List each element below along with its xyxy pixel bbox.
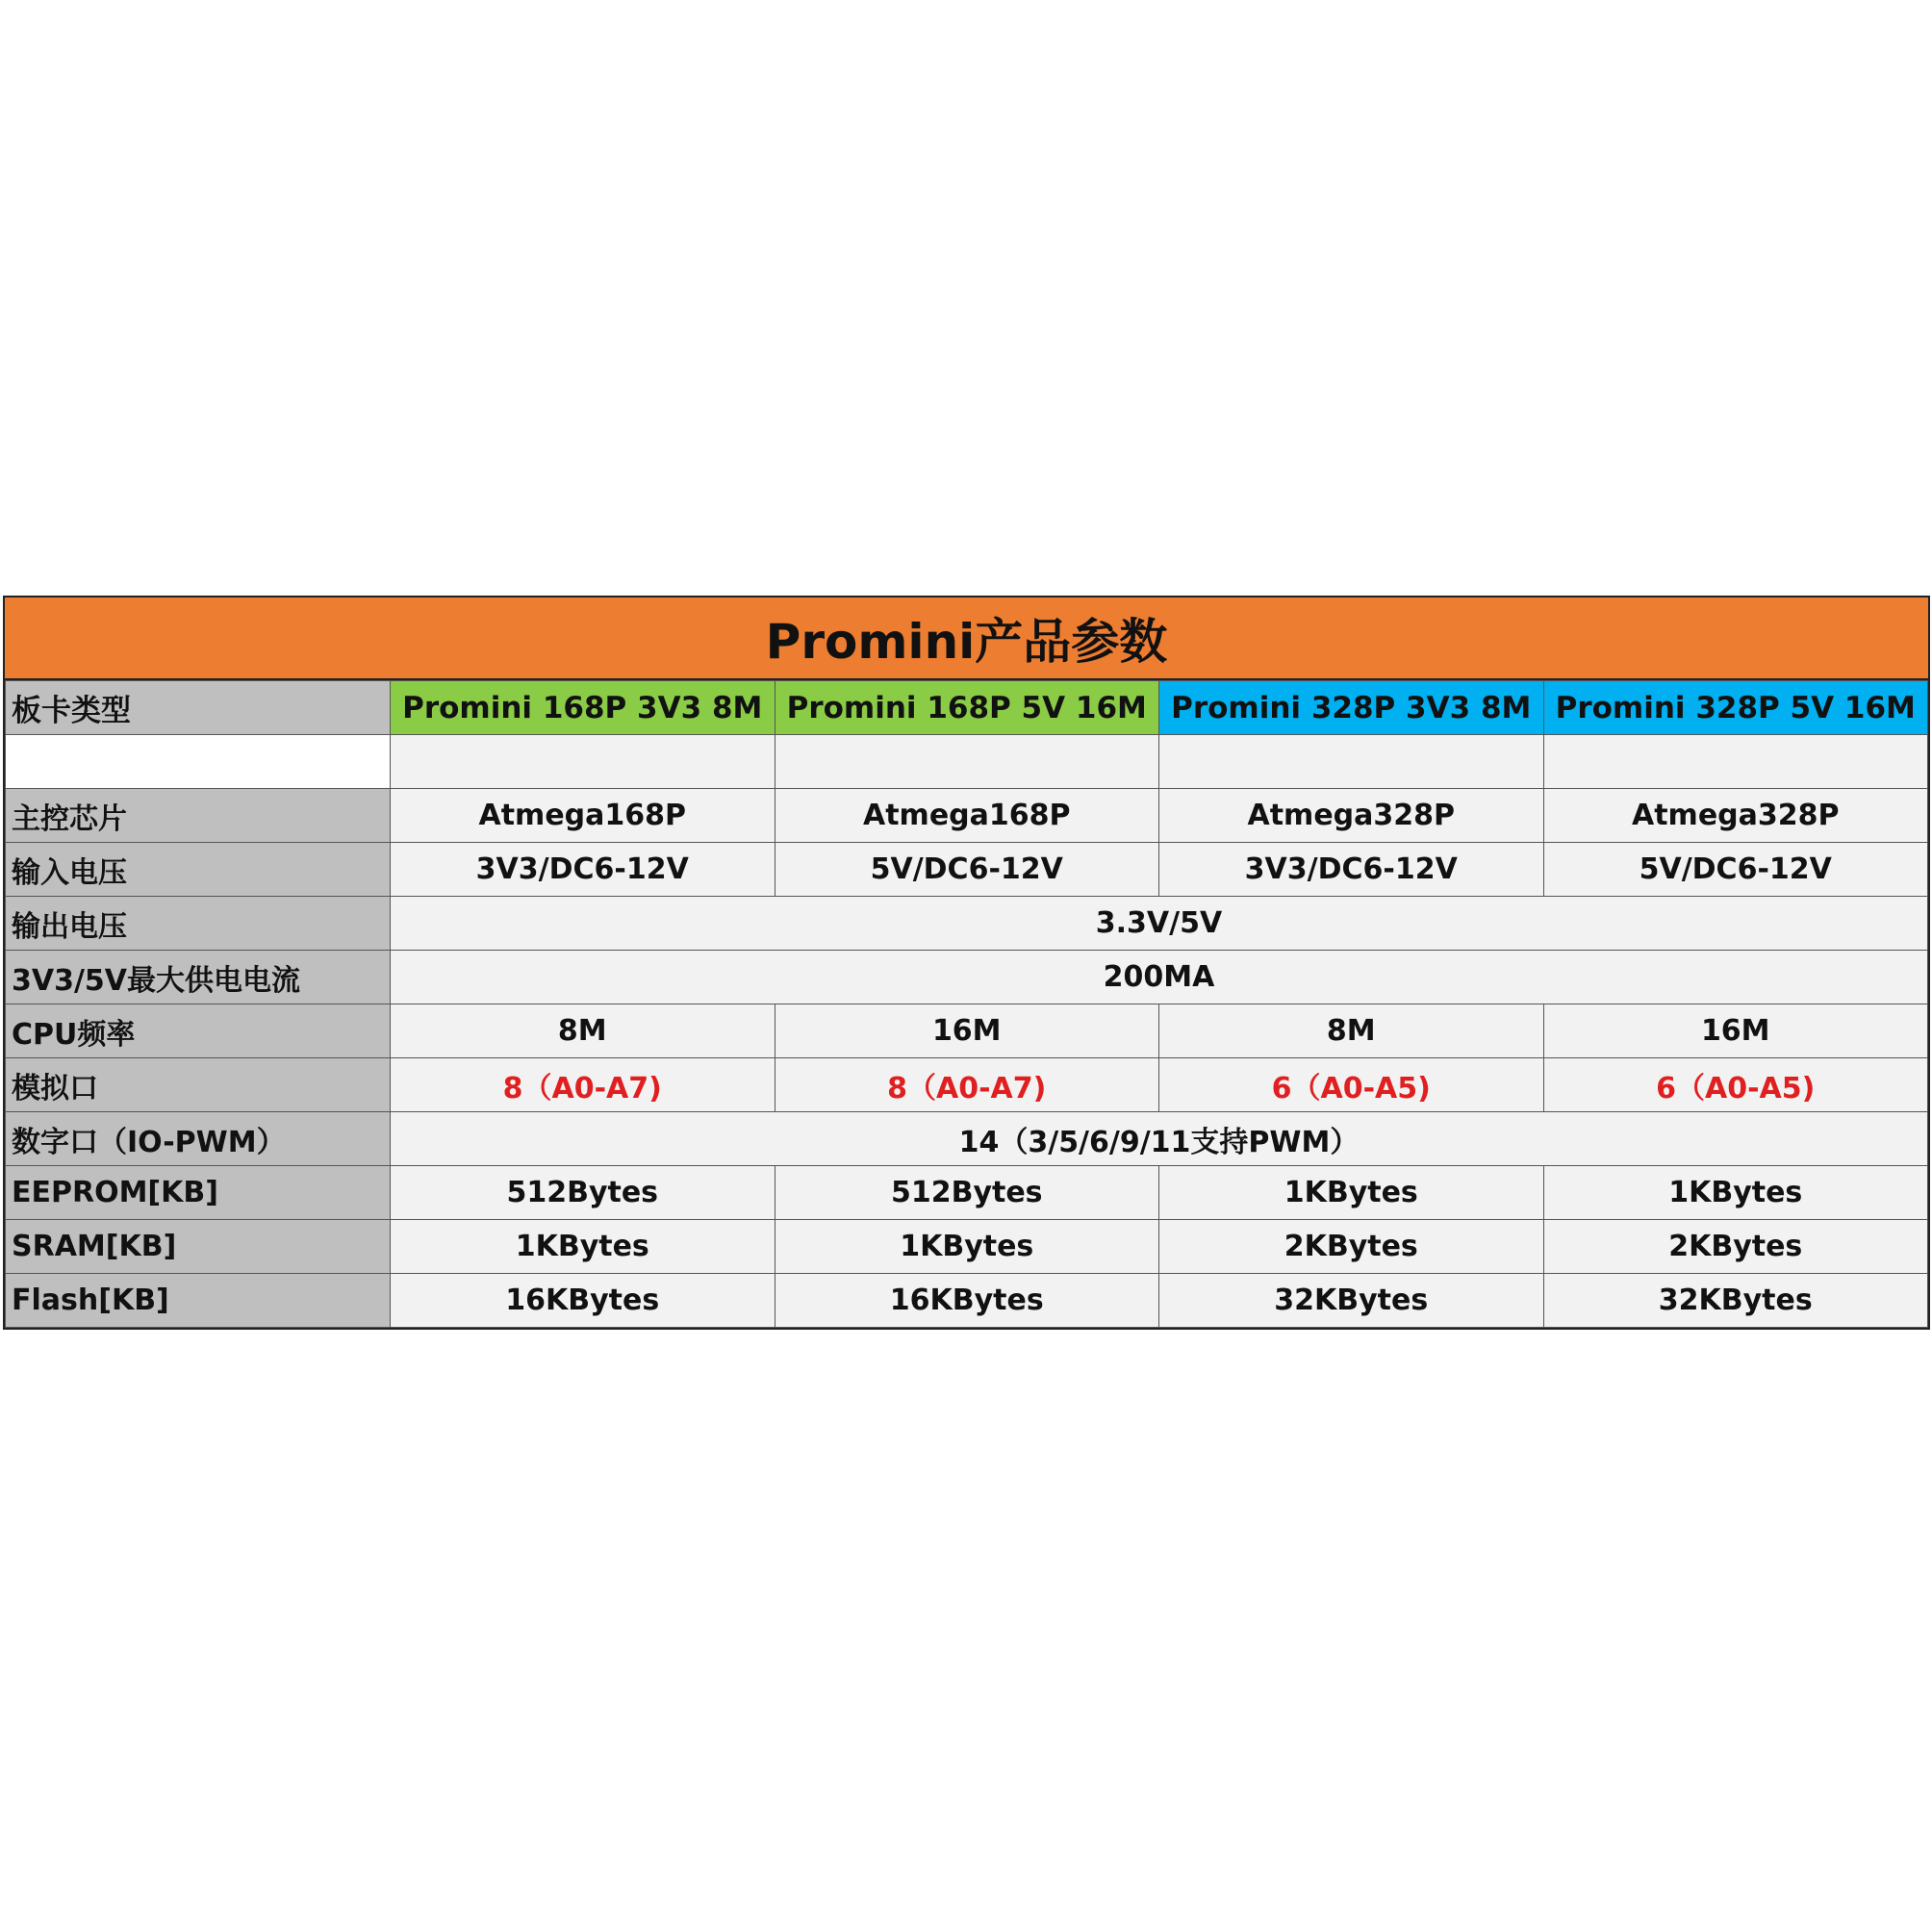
sram-cell: 2KBytes — [1543, 1220, 1928, 1274]
cpu-freq-cell: 16M — [775, 1004, 1159, 1058]
blank-cell — [391, 735, 775, 789]
blank-cell — [1543, 735, 1928, 789]
analog-cell: 8（A0-A7) — [775, 1058, 1159, 1112]
input-voltage-cell: 5V/DC6-12V — [775, 843, 1159, 897]
eeprom-cell: 1KBytes — [1543, 1166, 1928, 1220]
table-row-analog — [6, 1058, 1928, 1112]
blank-row — [6, 735, 1928, 789]
analog-cell: 6（A0-A5) — [1543, 1058, 1928, 1112]
table-row-eeprom — [6, 1166, 1928, 1220]
sram-cell: 1KBytes — [391, 1220, 775, 1274]
analog-cell: 8（A0-A7) — [391, 1058, 775, 1112]
digital-cell: 14（3/5/6/9/11支持PWM） — [391, 1112, 1928, 1166]
row-label: SRAM[KB] — [6, 1220, 391, 1274]
row-label: 输出电压 — [6, 897, 391, 951]
chip-cell: Atmega168P — [391, 789, 775, 843]
flash-cell: 32KBytes — [1159, 1274, 1544, 1328]
cpu-freq-cell: 8M — [391, 1004, 775, 1058]
table-row-output-voltage — [6, 897, 1928, 951]
row-label: CPU频率 — [6, 1004, 391, 1058]
input-voltage-cell: 3V3/DC6-12V — [1159, 843, 1544, 897]
flash-cell: 16KBytes — [391, 1274, 775, 1328]
row-label: 主控芯片 — [6, 789, 391, 843]
table-row-sram — [6, 1220, 1928, 1274]
board-header-168p-5v: Promini 168P 5V 16M — [775, 681, 1159, 735]
blank-cell — [1159, 735, 1544, 789]
cpu-freq-cell: 8M — [1159, 1004, 1544, 1058]
header-row — [6, 681, 1928, 735]
input-voltage-cell: 5V/DC6-12V — [1543, 843, 1928, 897]
row-label: 数字口（IO-PWM） — [6, 1112, 391, 1166]
blank-label-cell — [6, 735, 391, 789]
table-title: Promini产品参数 — [5, 597, 1928, 680]
output-voltage-cell: 3.3V/5V — [391, 897, 1928, 951]
row-label: 3V3/5V最大供电电流 — [6, 951, 391, 1004]
sram-cell: 1KBytes — [775, 1220, 1159, 1274]
row-label: 模拟口 — [6, 1058, 391, 1112]
eeprom-cell: 512Bytes — [391, 1166, 775, 1220]
row-label: 输入电压 — [6, 843, 391, 897]
eeprom-cell: 1KBytes — [1159, 1166, 1544, 1220]
table-row-max-current — [6, 951, 1928, 1004]
spec-grid — [5, 680, 1928, 1328]
board-header-328p-5v: Promini 328P 5V 16M — [1543, 681, 1928, 735]
table-row-cpu-freq — [6, 1004, 1928, 1058]
chip-cell: Atmega328P — [1543, 789, 1928, 843]
table-row-flash — [6, 1274, 1928, 1328]
table-row-digital — [6, 1112, 1928, 1166]
eeprom-cell: 512Bytes — [775, 1166, 1159, 1220]
product-spec-table — [3, 596, 1930, 1330]
chip-cell: Atmega328P — [1159, 789, 1544, 843]
chip-cell: Atmega168P — [775, 789, 1159, 843]
max-current-cell: 200MA — [391, 951, 1928, 1004]
cpu-freq-cell: 16M — [1543, 1004, 1928, 1058]
board-header-168p-3v3: Promini 168P 3V3 8M — [391, 681, 775, 735]
flash-cell: 32KBytes — [1543, 1274, 1928, 1328]
row-label: Flash[KB] — [6, 1274, 391, 1328]
row-label: EEPROM[KB] — [6, 1166, 391, 1220]
sram-cell: 2KBytes — [1159, 1220, 1544, 1274]
blank-cell — [775, 735, 1159, 789]
table-row-input-voltage — [6, 843, 1928, 897]
analog-cell: 6（A0-A5) — [1159, 1058, 1544, 1112]
table-row-chip — [6, 789, 1928, 843]
board-header-328p-3v3: Promini 328P 3V3 8M — [1159, 681, 1544, 735]
input-voltage-cell: 3V3/DC6-12V — [391, 843, 775, 897]
flash-cell: 16KBytes — [775, 1274, 1159, 1328]
board-type-label: 板卡类型 — [6, 681, 391, 735]
